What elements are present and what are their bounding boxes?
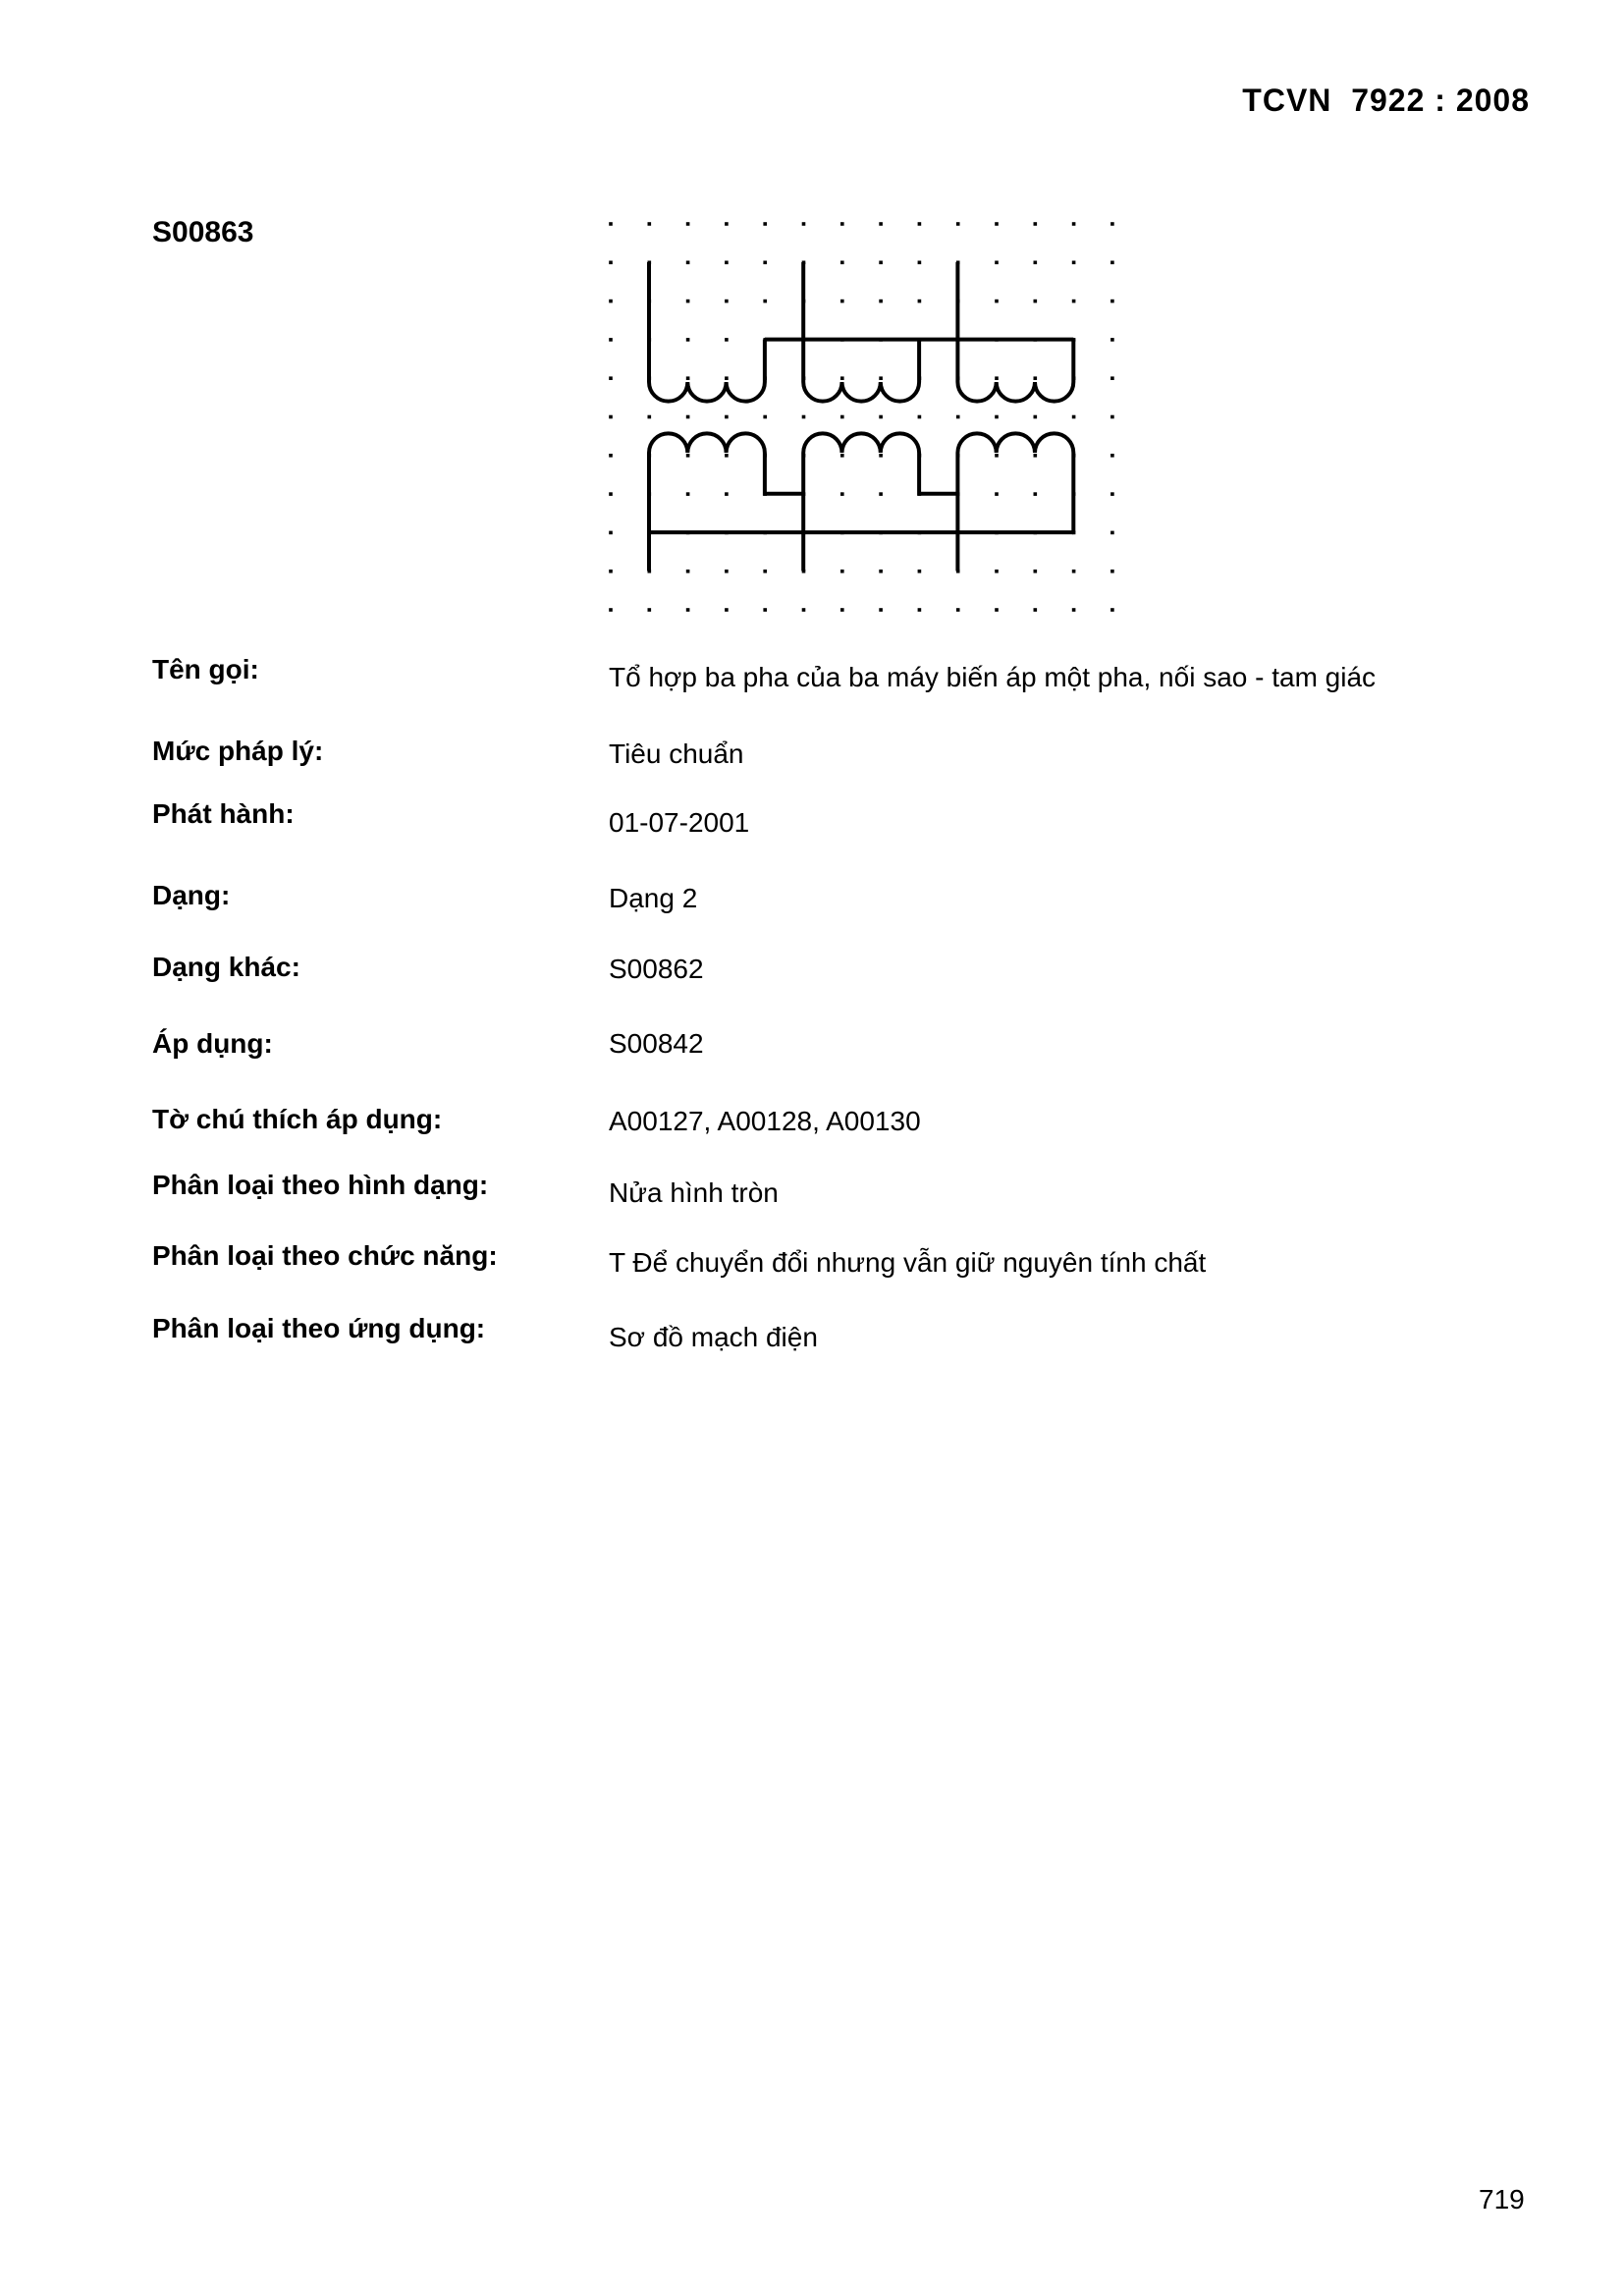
grid-dot: [879, 261, 883, 265]
field-row: [152, 1103, 1468, 1136]
grid-dot: [725, 608, 729, 612]
grid-dot: [995, 261, 999, 265]
secondary-winding-3: [957, 433, 1073, 571]
grid-dot: [918, 261, 922, 265]
field-value: S00862: [609, 954, 704, 984]
dot-grid-background: [609, 222, 1113, 612]
grid-dot: [1034, 492, 1038, 496]
grid-dot: [686, 454, 690, 458]
field-label: Dạng:: [152, 880, 231, 910]
grid-dot: [918, 300, 922, 303]
grid-dot: [725, 492, 729, 496]
field-value: Tiêu chuẩn: [609, 738, 744, 769]
grid-dot: [995, 300, 999, 303]
field-row: [152, 797, 1468, 838]
grid-dot: [840, 492, 844, 496]
grid-dot: [995, 222, 999, 226]
grid-dot: [840, 300, 844, 303]
grid-dot: [840, 415, 844, 419]
grid-dot: [995, 415, 999, 419]
grid-dot: [686, 300, 690, 303]
grid-dot: [1110, 222, 1114, 226]
grid-dot: [879, 570, 883, 574]
field-value: Nửa hình tròn: [609, 1177, 779, 1208]
grid-dot: [995, 492, 999, 496]
field-label: Phát hành:: [152, 798, 295, 829]
field-label: Mức pháp lý:: [152, 736, 324, 766]
field-row: [152, 653, 1468, 692]
grid-dot: [686, 415, 690, 419]
grid-dot: [609, 415, 613, 419]
field-label: Phân loại theo hình dạng:: [152, 1170, 489, 1200]
grid-dot: [609, 454, 613, 458]
grid-dot: [686, 261, 690, 265]
grid-dot: [1110, 608, 1114, 612]
grid-dot: [725, 376, 729, 380]
grid-dot: [840, 454, 844, 458]
grid-dot: [648, 608, 652, 612]
grid-dot: [763, 300, 767, 303]
grid-dot: [1072, 300, 1076, 303]
grid-dot: [725, 570, 729, 574]
grid-dot: [956, 222, 960, 226]
page-number: 719: [1479, 2184, 1525, 2214]
grid-dot: [763, 570, 767, 574]
field-label: Dạng khác:: [152, 952, 300, 982]
grid-dot: [879, 492, 883, 496]
grid-dot: [840, 261, 844, 265]
grid-dot: [1072, 415, 1076, 419]
grid-dot: [1110, 492, 1114, 496]
grid-dot: [1110, 454, 1114, 458]
field-value: S00842: [609, 1028, 704, 1059]
grid-dot: [763, 261, 767, 265]
grid-dot: [879, 608, 883, 612]
grid-dot: [879, 454, 883, 458]
grid-dot: [918, 415, 922, 419]
field-label: Phân loại theo chức năng:: [152, 1240, 498, 1271]
field-row: [152, 951, 1468, 984]
field-value: A00127, A00128, A00130: [609, 1106, 921, 1136]
grid-dot: [686, 338, 690, 342]
grid-dot: [995, 608, 999, 612]
grid-dot: [609, 376, 613, 380]
grid-dot: [609, 338, 613, 342]
grid-dot: [1034, 608, 1038, 612]
grid-dot: [648, 222, 652, 226]
field-row: [152, 1312, 1468, 1352]
grid-dot: [1110, 415, 1114, 419]
grid-dot: [1034, 376, 1038, 380]
grid-dot: [686, 570, 690, 574]
grid-dot: [1072, 261, 1076, 265]
field-label: Áp dụng:: [152, 1028, 273, 1059]
grid-dot: [725, 222, 729, 226]
symbol-diagram: [589, 206, 1139, 629]
symbol-id: S00863: [152, 216, 254, 248]
grid-dot: [1110, 376, 1114, 380]
field-label: Tên gọi:: [152, 654, 259, 684]
grid-dot: [918, 222, 922, 226]
grid-dot: [725, 261, 729, 265]
grid-dot: [1110, 300, 1114, 303]
field-value: Dạng 2: [609, 883, 698, 913]
grid-dot: [1110, 261, 1114, 265]
grid-dot: [725, 415, 729, 419]
grid-dot: [648, 415, 652, 419]
grid-dot: [840, 608, 844, 612]
field-value: 01-07-2001: [609, 807, 750, 838]
grid-dot: [802, 222, 806, 226]
grid-dot: [879, 376, 883, 380]
grid-dot: [1034, 454, 1038, 458]
grid-dot: [840, 570, 844, 574]
grid-dot: [1072, 222, 1076, 226]
grid-dot: [995, 570, 999, 574]
grid-dot: [995, 376, 999, 380]
grid-dot: [802, 415, 806, 419]
grid-dot: [609, 570, 613, 574]
grid-dot: [609, 531, 613, 535]
grid-dot: [686, 608, 690, 612]
primary-winding-1: [649, 262, 765, 402]
grid-dot: [609, 608, 613, 612]
grid-dot: [1034, 261, 1038, 265]
grid-dot: [1034, 415, 1038, 419]
grid-dot: [918, 570, 922, 574]
field-label: Phân loại theo ứng dụng:: [152, 1313, 486, 1343]
field-row: [152, 735, 1468, 768]
field-value: T Để chuyển đổi nhưng vẫn giữ nguyên tính chất: [609, 1247, 1207, 1278]
grid-dot: [995, 454, 999, 458]
grid-dot: [1072, 608, 1076, 612]
field-value: Sơ đồ mạch điện: [609, 1322, 818, 1352]
field-row: [152, 879, 1468, 912]
grid-dot: [1110, 570, 1114, 574]
grid-dot: [1034, 300, 1038, 303]
field-row: [152, 1239, 1468, 1278]
grid-dot: [609, 492, 613, 496]
grid-dot: [840, 376, 844, 380]
grid-dot: [609, 261, 613, 265]
grid-dot: [609, 300, 613, 303]
grid-dot: [763, 222, 767, 226]
grid-dot: [1072, 570, 1076, 574]
grid-dot: [1034, 222, 1038, 226]
grid-dot: [802, 608, 806, 612]
grid-dot: [725, 338, 729, 342]
grid-dot: [956, 608, 960, 612]
grid-dot: [879, 222, 883, 226]
field-value: Tổ hợp ba pha của ba máy biến áp một pha, nối sao - tam giác: [609, 662, 1377, 692]
grid-dot: [1110, 531, 1114, 535]
grid-dot: [725, 300, 729, 303]
grid-dot: [686, 376, 690, 380]
primary-winding-3: [957, 262, 1073, 402]
standard-code-header: TCVN 7922 : 2008: [1242, 82, 1530, 118]
grid-dot: [1110, 338, 1114, 342]
field-row: [152, 1027, 1468, 1061]
grid-dot: [609, 222, 613, 226]
grid-dot: [918, 608, 922, 612]
primary-winding-2: [803, 262, 919, 402]
grid-dot: [725, 454, 729, 458]
grid-dot: [686, 492, 690, 496]
field-row: [152, 1169, 1468, 1208]
grid-dot: [956, 415, 960, 419]
field-label: Tờ chú thích áp dụng:: [152, 1104, 443, 1134]
grid-dot: [763, 415, 767, 419]
grid-dot: [763, 608, 767, 612]
grid-dot: [879, 300, 883, 303]
grid-dot: [1034, 570, 1038, 574]
grid-dot: [879, 415, 883, 419]
grid-dot: [840, 222, 844, 226]
grid-dot: [686, 222, 690, 226]
